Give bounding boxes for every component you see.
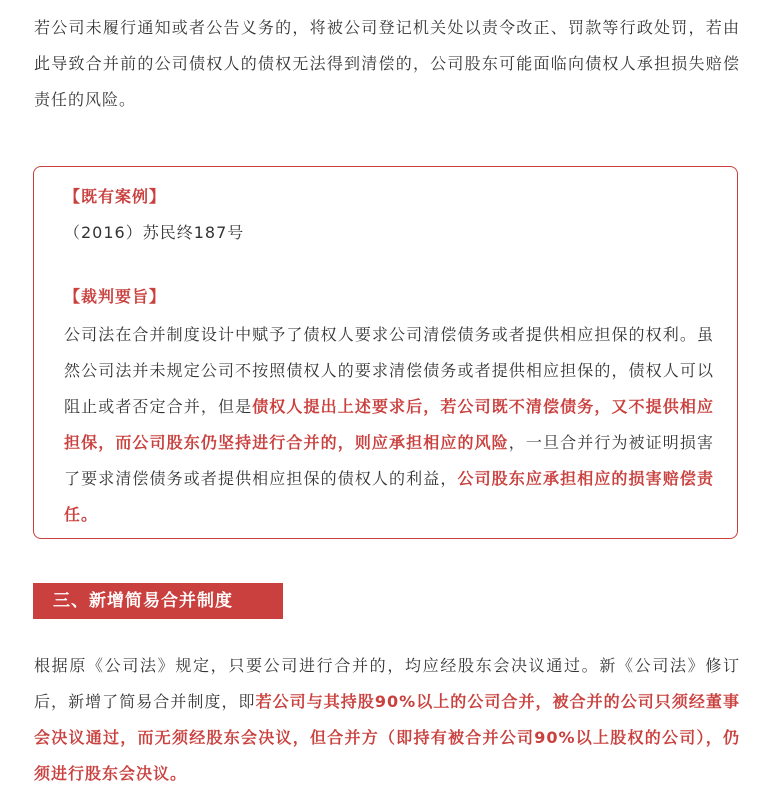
ruling-heading: 【裁判要旨】 <box>64 287 167 306</box>
ruling-text-segment: 公司法在合并制度设计中赋予了债权人要求公司清偿债务或者提供相应担保的权利。虽然公司法并未规定公司不按照债权人的要求清偿债务或者提供相应担保的，债权人可以阻止或者否定合并，但是 <box>64 325 714 416</box>
existing-case-heading: 【既有案例】 <box>64 187 167 206</box>
ruling-emphasis-segment: 公司股东应承担相应的损害赔偿责任。 <box>64 469 714 524</box>
intro-paragraph: 若公司未履行通知或者公告义务的，将被公司登记机关处以责令改正、罚款等行政处罚，若由此导致合并前的公司债权人的债权无法得到清偿的，公司股东可能面临向债权人承担损失赔偿责任的风险。 <box>34 18 740 109</box>
ruling-emphasis-segment: 债权人提出上述要求后，若公司既不清偿债务，又不提供相应担保，而公司股东仍坚持进行合并的，则应承担相应的风险 <box>64 397 714 452</box>
section-emphasis-segment: 若公司与其持股90%以上的公司合并，被合并的公司只须经董事会决议通过，而无须经股东会决议，但合并方（即持有被合并公司90%以上股权的公司），仍须进行股东会决议。 <box>34 692 740 783</box>
case-number: （2016）苏民终187号 <box>64 223 245 242</box>
case-box <box>33 166 738 539</box>
section-heading: 三、新增简易合并制度 <box>33 583 283 619</box>
section-text-segment: 根据原《公司法》规定，只要公司进行合并的，均应经股东会决议通过。新《公司法》修订后，新增了简易合并制度，即 <box>34 656 740 711</box>
section-paragraph <box>34 648 740 792</box>
ruling-paragraph <box>64 317 714 533</box>
ruling-text-segment: ，一旦合并行为被证明损害了要求清偿债务或者提供相应担保的债权人的利益， <box>64 433 714 488</box>
